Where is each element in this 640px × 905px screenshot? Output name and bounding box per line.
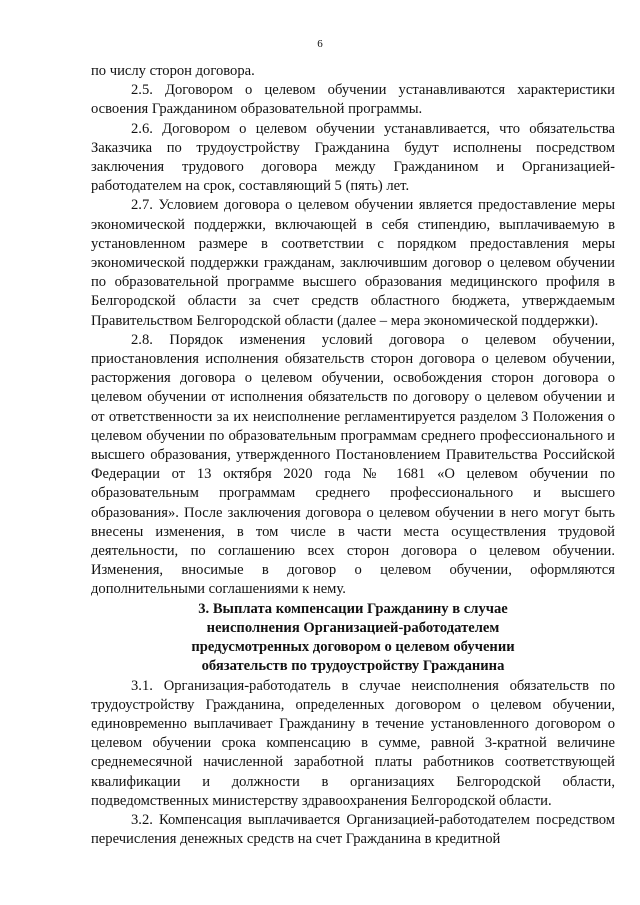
paragraph-3-1: 3.1. Организация-работодатель в случае неисполнения обязательств по трудоустройству Гражданина, определенных договором о целевом обучении, единовременно выплачивает Гражданину в течение установленного договором о целевом обучении срока компенсацию в сумме, равной 3-кратной величине среднемесячной начисленной заработной платы работников соответствующей квалификации и должности в организациях Белгородской области, подведомственных министерству здравоохранения Белгородской области. bbox=[91, 677, 615, 809]
paragraph-2-8: 2.8. Порядок изменения условий договора о целевом обучении, приостановления исполнения обязательств сторон договора о целевом обучении, расторжения договора о целевом обучении, освобождения сторон договора о целевом обучении от исполнения обязательств по договору о целевом обучении и от ответственности за их неисполнение регламентируется разделом 3 Положения о целевом обучении по образовательным программам среднего профессионального и высшего образования, утвержденного Постановлением Правительства Российской Федерации от 13 октября 2020 года № 1681 «О целевом обучении по образовательным программам среднего профессионального и высшего образования». После заключения договора о целевом обучении в него могут быть внесены изменения, в том числе в части места осуществления трудовой деятельности, по соглашению всех сторон договора о целевом обучении. Изменения, вносимые в договор о целевом обучении, оформляются дополнительными соглашениями к нему. bbox=[91, 331, 615, 598]
section-heading-line: обязательств по трудоустройству Гражданина bbox=[201, 658, 505, 675]
document-body bbox=[91, 62, 615, 849]
section-heading bbox=[91, 600, 615, 677]
page-number: 6 bbox=[317, 38, 323, 50]
section-heading-line: 3. Выплата компенсации Гражданину в случае bbox=[198, 600, 508, 617]
section-heading-line: неисполнения Организацией-работодателем bbox=[206, 619, 500, 636]
section-heading-line: предусмотренных договором о целевом обучении bbox=[191, 639, 515, 656]
paragraph-2-5: 2.5. Договором о целевом обучении устанавливаются характеристики освоения Гражданином образовательной программы. bbox=[91, 82, 615, 118]
paragraph-2-7: 2.7. Условием договора о целевом обучении является предоставление меры экономической поддержки, включающей в себя стипендию, выплачиваемую в установленном размере в соответствии с порядком предоставления меры экономической поддержки гражданам, заключившим договор о целевом обучении по образовательной программе высшего образования медицинского профиля в Белгородской области за счет средств областного бюджета, утверждаемым Правительством Белгородской области (далее – мера экономической поддержки). bbox=[91, 197, 615, 329]
paragraph-continuation: по числу сторон договора. bbox=[91, 63, 255, 79]
paragraph-2-6: 2.6. Договором о целевом обучении устанавливается, что обязательства Заказчика по трудоустройству Гражданина будут исполнены посредством заключения трудового договора между Гражданином и Организацией-работодателем на срок, составляющий 5 (пять) лет. bbox=[91, 120, 615, 195]
paragraph-3-2: 3.2. Компенсация выплачивается Организацией-работодателем посредством перечисления денежных средств на счет Гражданина в кредитной bbox=[91, 811, 615, 848]
